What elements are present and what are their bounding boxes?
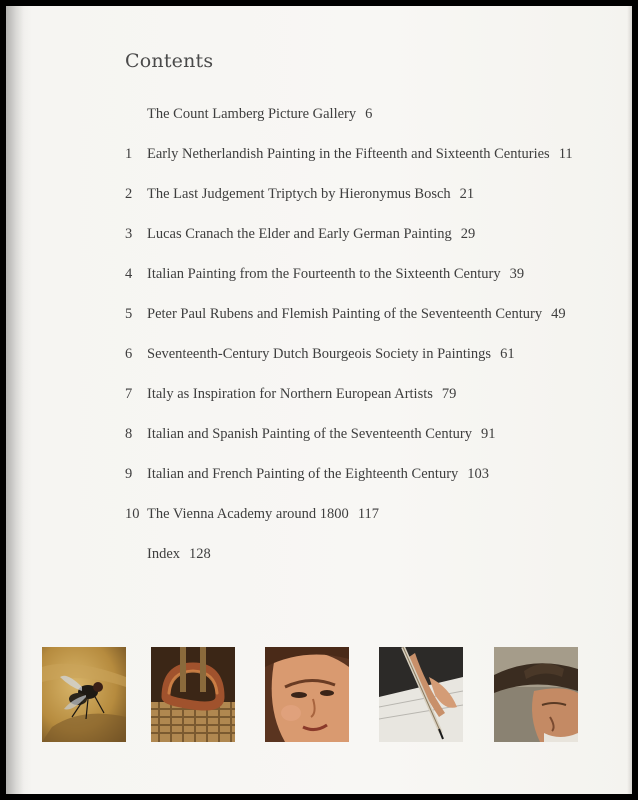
page-number: 91 <box>480 426 496 442</box>
chapter-number: 9 <box>125 466 133 482</box>
book-page <box>6 6 632 794</box>
page-number: 11 <box>558 146 573 162</box>
detail-thumbnails <box>42 647 602 743</box>
page-number: 6 <box>365 106 373 122</box>
page-edge <box>627 6 632 794</box>
pretzel-basket-detail-image <box>151 647 235 742</box>
chapter-title: Peter Paul Rubens and Flemish Painting of the Seventeenth Century <box>147 306 543 322</box>
page-number: 61 <box>500 346 515 362</box>
spine-shadow <box>6 6 24 794</box>
page-number: 21 <box>459 186 475 202</box>
chapter-number: 8 <box>125 426 133 442</box>
chapter-number: 7 <box>125 386 133 402</box>
page-number: 39 <box>509 266 525 282</box>
page-number: 117 <box>357 506 380 522</box>
page-number: 103 <box>467 466 490 482</box>
chapter-number: 5 <box>125 306 133 322</box>
man-with-hat-detail-image <box>494 647 578 742</box>
chapter-number: 4 <box>125 266 133 282</box>
chapter-number: 10 <box>125 506 140 522</box>
page-number: 29 <box>460 226 476 242</box>
chapter-title: The Last Judgement Triptych by Hieronymus Bosch <box>147 186 451 202</box>
chapter-number: 2 <box>125 186 133 202</box>
chapter-title: Early Netherlandish Painting in the Fifteenth and Sixteenth Centuries <box>147 146 550 162</box>
chapter-title: Italy as Inspiration for Northern European Artists <box>147 386 433 402</box>
fly-detail-image <box>42 647 126 742</box>
chapter-title: Seventeenth-Century Dutch Bourgeois Society in Paintings <box>147 346 492 362</box>
page-number: 49 <box>551 306 566 322</box>
chapter-title: The Count Lamberg Picture Gallery <box>147 106 357 122</box>
page-number: 79 <box>441 386 457 402</box>
chapter-title: Italian and French Painting of the Eighteenth Century <box>147 466 459 482</box>
contents-heading: Contents <box>125 50 214 72</box>
chapter-title: Italian and Spanish Painting of the Seventeenth Century <box>147 426 472 442</box>
child-face-detail-image <box>265 647 349 742</box>
chapter-title: Lucas Cranach the Elder and Early German Painting <box>147 226 452 242</box>
hand-quill-detail-image <box>379 647 463 742</box>
page-number: 128 <box>189 546 211 562</box>
chapter-title: The Vienna Academy around 1800 <box>147 506 349 522</box>
chapter-number: 3 <box>125 226 133 242</box>
chapter-number: 1 <box>125 146 133 162</box>
chapter-number: 6 <box>125 346 133 362</box>
chapter-title: Index <box>147 546 181 562</box>
chapter-title: Italian Painting from the Fourteenth to the Sixteenth Century <box>147 266 501 282</box>
